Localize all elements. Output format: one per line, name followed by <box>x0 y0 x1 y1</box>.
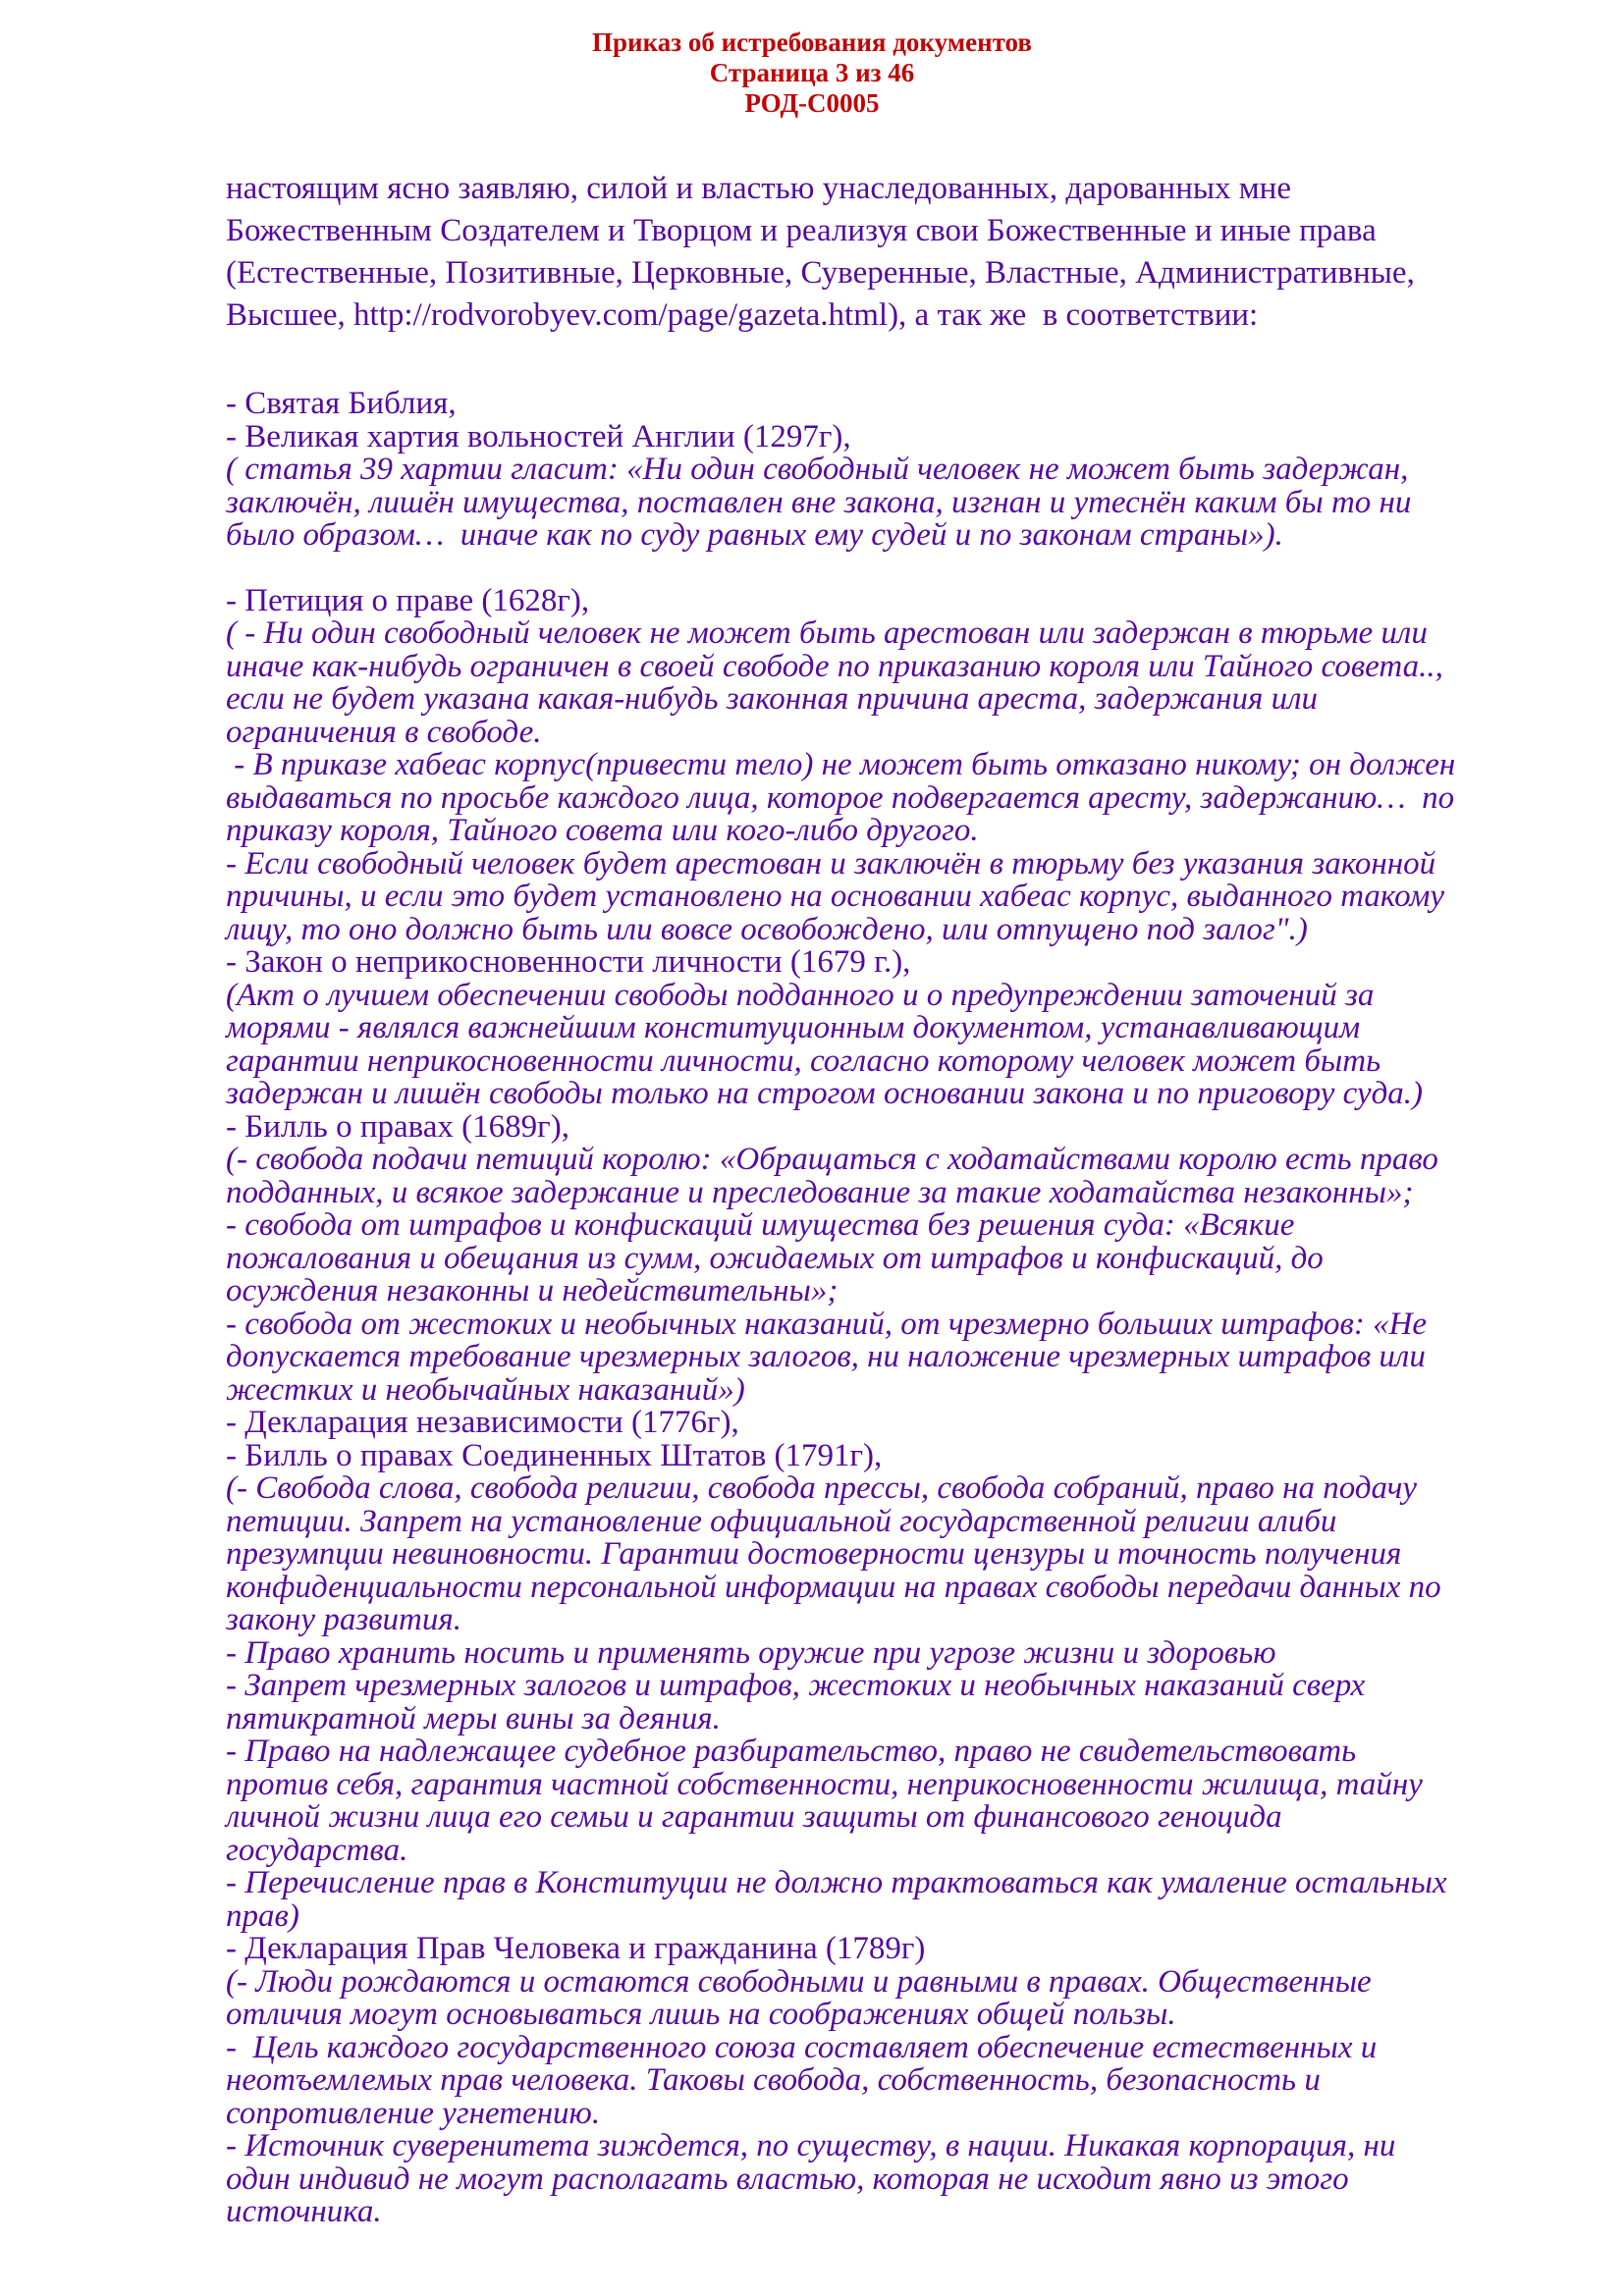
list-item: - Право хранить носить и применять оружие при угрозе жизни и здоровью <box>226 1634 1276 1671</box>
list-item: (- Люди рождаются и остаются свободными и равными в правах. Общественные отличия могут основываться лишь на соображениях общей пользы. <box>226 1963 1380 2032</box>
list-item: - Святая Библия, <box>226 386 457 421</box>
list-item: (- свобода подачи петиций королю: «Обращаться с ходатайствами королю есть право подданных, и всякое задержание и преследование за такие ходатайства незаконны»; <box>226 1142 1447 1210</box>
document-header <box>0 0 1624 119</box>
list-item: - Декларация Прав Человека и гражданина (1789г) <box>226 1931 926 1966</box>
list-item: - Великая хартия вольностей Англии (1297г), <box>226 418 851 454</box>
items-list <box>226 388 1465 2229</box>
list-item: - Петиция о праве (1628г), <box>226 582 590 618</box>
doc-code: РОД-С0005 <box>744 88 880 118</box>
list-item: - Если свободный человек будет арестован и заключён в тюрьму без указания законной причины, и если это будет установлено на основании хабеас корпус, выданного такому лицу, то оно должно быть или вовсе освобождено, или отпущено под залог".) <box>226 845 1453 947</box>
list-item: - Запрет чрезмерных залогов и штрафов, жестоких и необычных наказаний сверх пятикратной меры вины за деяния. <box>226 1668 1374 1736</box>
list-item: - Источник суверенитета зиждется, по существу, в нации. Никакая корпорация, ни один индивид не могут располагать властью, которая не исходит явно из этого источника. <box>226 2128 1404 2229</box>
list-item: - Билль о правах (1689г), <box>226 1108 569 1145</box>
page-number: Страница 3 из 46 <box>709 58 915 87</box>
list-item: (- Свобода слова, свобода религии, свобода прессы, свобода собраний, право на подачу петиции. Запрет на установление официальной государственной религии алиби презумпции невиновности. Гарантии достоверности цензуры и точность получения конфиденциальности персональной информации на правах свободы передачи данных по закону развития. <box>226 1470 1449 1637</box>
list-item: ( - Ни один свободный человек не может быть арестован или задержан в тюрьме или иначе как-нибудь ограничен в своей свободе по приказанию короля или Тайного совета.., если не будет указана какая-нибудь законная причина ареста, задержания или ограничения в свободе. <box>226 615 1452 750</box>
list-item: - В приказе хабеас корпус(привести тело) не может быть отказано никому; он должен выдаваться по просьбе каждого лица, которое подвергается аресту, задержанию… по приказу короля, Тайного совета или кого-либо другого. <box>226 747 1464 848</box>
list-item: - свобода от жестоких и необычных наказаний, от чрезмерно больших штрафов: «Не допускается требование чрезмерных залогов, ни наложение чрезмерных штрафов или жестких и необычайных наказаний») <box>226 1306 1435 1408</box>
list-item: ( статья 39 хартии гласит: «Ни один свободный человек не может быть задержан, заключён, лишён имущества, поставлен вне закона, изгнан и утеснён каким бы то ни было образом… иначе как по суду равных ему судей и по законам страны»). <box>226 452 1420 553</box>
document-title: Приказ об истребования документов <box>592 27 1032 57</box>
list-item: - свобода от штрафов и конфискаций имущества без решения суда: «Всякие пожалования и обещания из сумм, ожидаемых от штрафов и конфискаций, до осуждения незаконны и недействительны»; <box>226 1207 1332 1308</box>
list-item: - Билль о правах Соединенных Штатов (1791г), <box>226 1437 883 1473</box>
list-item: - Цель каждого государственного союза составляет обеспечение естественных и неотъемлемых прав человека. Таковы свобода, собственность, безопасность и сопротивление угнетению. <box>226 2029 1385 2131</box>
list-item: (Акт о лучшем обеспечении свободы подданного и о предупреждении заточений за морями - являлся важнейшим конституционным документом, устанавливающим гарантии неприкосновенности личности, согласно которому человек может быть задержан и лишён свободы только на строгом основании закона и по приговору суда.) <box>226 977 1424 1111</box>
document-body <box>226 168 1465 2229</box>
list-item: - Декларация независимости (1776г), <box>226 1405 739 1440</box>
intro-paragraph: настоящим ясно заявляю, силой и властью унаследованных, дарованных мне Божественным Создателем и Творцом и реализуя свои Божественные и иные права (Естественные, Позитивные, Церковные, Суверенные, Властные, Административные, Высшее, http://rodvorobyev.com/page/gazeta.html), а так же в соответствии: <box>226 171 1424 333</box>
list-item: - Право на надлежащее судебное разбирательство, право не свидетельствовать против себя, гарантия частной собственности, неприкосновенности жилища, тайну личной жизни лица его семьи и гарантии защиты от финансового геноцида государства. <box>226 1734 1432 1868</box>
list-item: - Закон о неприкосновенности личности (1679 г.), <box>226 944 911 980</box>
list-item: - Перечисление прав в Конституции не должно трактоваться как умаление остальных прав) <box>226 1865 1455 1934</box>
